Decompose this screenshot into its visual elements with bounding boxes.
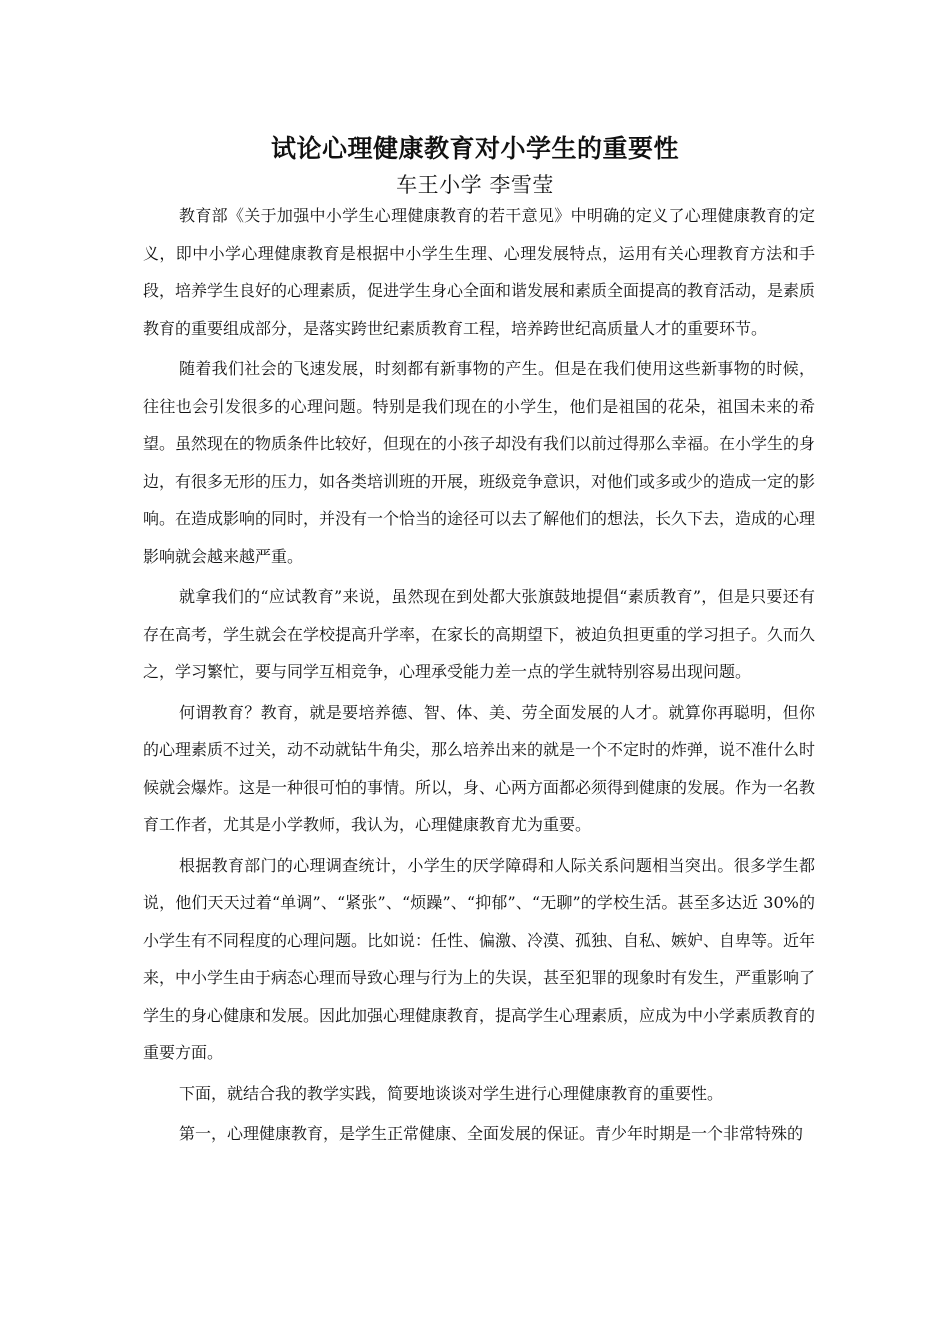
paragraph-6: 下面，就结合我的教学实践，简要地谈谈对学生进行心理健康教育的重要性。: [179, 1083, 724, 1103]
paragraph-7: 第一，心理健康教育，是学生正常健康、全面发展的保证。青少年时期是一个非常特殊的: [179, 1124, 804, 1143]
paragraph-1: 教育部《关于加强中小学生心理健康教育的若干意见》中明确的定义了心理健康教育的定义，即中小学心理健康教育是根据中小学生生理、心理发展特点，运用有关心理教育方法和手段，培养学生良好的心理素质，促进学生身心全面和谐发展和素质全面提高的教育活动，是素质教育的重要组成部分，是落实跨世纪素质教育工程，培养跨世纪高质量人才的重要环节。: [143, 206, 816, 338]
document-body: [143, 197, 815, 1156]
document-title: 试论心理健康教育对小学生的重要性: [270, 134, 679, 163]
paragraph-2: 随着我们社会的飞速发展，时刻都有新事物的产生。但是在我们使用这些新事物的时候，往往也会引发很多的心理问题。特别是我们现在的小学生，他们是祖国的花朵，祖国未来的希望。虽然现在的物质条件比较好，但现在的小孩子却没有我们以前过得那么幸福。在小学生的身边，有很多无形的压力，如各类培训班的开展，班级竞争意识，对他们或多或少的造成一定的影响。在造成影响的同时，并没有一个恰当的途径可以去了解他们的想法，长久下去，造成的心理影响就会越来越严重。: [143, 359, 816, 566]
author-byline: 车王小学 李雪莹: [396, 173, 554, 197]
paragraph-4: 何谓教育？教育，就是要培养德、智、体、美、劳全面发展的人才。就算你再聪明，但你的心理素质不过关，动不动就钻牛角尖，那么培养出来的就是一个不定时的炸弹，说不准什么时候就会爆炸。这是一种很可怕的事情。所以，身、心两方面都必须得到健康的发展。作为一名教育工作者，尤其是小学教师，我认为，心理健康教育尤为重要。: [143, 702, 816, 834]
paragraph-5: 根据教育部门的心理调查统计，小学生的厌学障碍和人际关系问题相当突出。很多学生都说，他们天天过着“单调”、“紧张”、“烦躁”、“抑郁”、“无聊”的学校生活。甚至多达近 30%的小学生有不同程度的心理问题。比如说：任性、偏激、冷漠、孤独、自私、嫉妒、自卑等。近年来，中小学生由于病态心理而导致心理与行为上的失误，甚至犯罪的现象时有发生，严重影响了学生的身心健康和发展。因此加强心理健康教育，提高学生心理素质，应成为中小学素质教育的重要方面。: [143, 855, 816, 1062]
paragraph-3: 就拿我们的“应试教育”来说，虽然现在到处都大张旗鼓地提倡“素质教育”，但是只要还有存在高考，学生就会在学校提高升学率，在家长的高期望下，被迫负担更重的学习担子。久而久之，学习繁忙，要与同学互相竞争，心理承受能力差一点的学生就特别容易出现问题。: [143, 587, 816, 681]
